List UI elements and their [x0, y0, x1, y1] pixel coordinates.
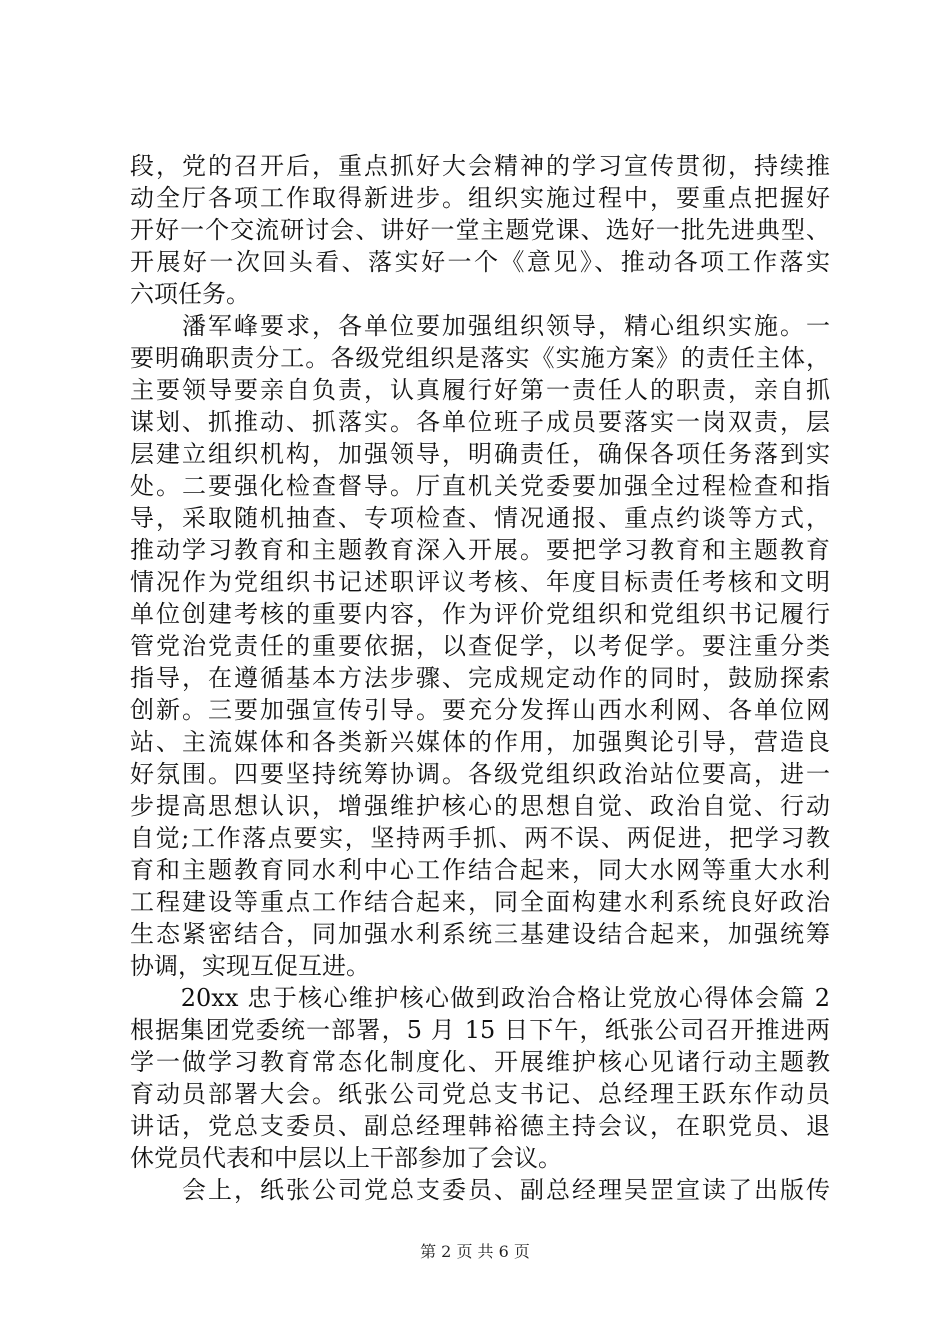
page-number-footer: 第 2 页 共 6 页	[420, 1242, 530, 1261]
text-line: 20xx 忠于核心维护核心做到政治合格让党放心得体会篇 2	[130, 984, 830, 1012]
text-line: 潘军峰要求，各单位要加强组织领导，精心组织实施。一	[130, 312, 830, 340]
text-line: 动全厅各项工作取得新进步。组织实施过程中，要重点把握好	[130, 184, 830, 212]
text-line: 情况作为党组织书记述职评议考核、年度目标责任考核和文明	[130, 568, 830, 596]
text-line: 会上，纸张公司党总支委员、副总经理吴罡宣读了出版传	[130, 1176, 830, 1204]
text-line: 学一做学习教育常态化制度化、开展维护核心见诸行动主题教	[130, 1048, 830, 1076]
text-line: 开好一个交流研讨会、讲好一堂主题党课、选好一批先进典型、	[130, 216, 830, 244]
text-line: 好氛围。四要坚持统筹协调。各级党组织政治站位要高，进一	[130, 760, 830, 788]
text-line: 工程建设等重点工作结合起来，同全面构建水利系统良好政治	[130, 888, 830, 916]
text-line: 育动员部署大会。纸张公司党总支书记、总经理王跃东作动员	[130, 1080, 830, 1108]
text-line: 要明确职责分工。各级党组织是落实《实施方案》的责任主体，	[130, 344, 830, 372]
text-line: 休党员代表和中层以上干部参加了会议。	[130, 1144, 562, 1172]
text-line: 单位创建考核的重要内容，作为评价党组织和党组织书记履行	[130, 600, 830, 628]
text-line: 协调，实现互促互进。	[130, 952, 370, 980]
text-line: 育和主题教育同水利中心工作结合起来，同大水网等重大水利	[130, 856, 830, 884]
text-line: 自觉;工作落点要实，坚持两手抓、两不误、两促进，把学习教	[130, 824, 830, 852]
text-line: 站、主流媒体和各类新兴媒体的作用，加强舆论引导，营造良	[130, 728, 830, 756]
text-line: 步提高思想认识，增强维护核心的思想自觉、政治自觉、行动	[130, 792, 830, 820]
text-line: 创新。三要加强宣传引导。要充分发挥山西水利网、各单位网	[130, 696, 830, 724]
text-line: 讲话，党总支委员、副总经理韩裕德主持会议，在职党员、退	[130, 1112, 830, 1140]
text-line: 根据集团党委统一部署，5 月 15 日下午，纸张公司召开推进两	[130, 1016, 830, 1044]
text-line: 层建立组织机构，加强领导，明确责任，确保各项任务落到实	[130, 440, 830, 468]
text-line: 开展好一次回头看、落实好一个《意见》、推动各项工作落实	[130, 248, 830, 276]
text-line: 主要领导要亲自负责，认真履行好第一责任人的职责，亲自抓	[130, 376, 830, 404]
text-line: 推动学习教育和主题教育深入开展。要把学习教育和主题教育	[130, 536, 830, 564]
text-line: 导，采取随机抽查、专项检查、情况通报、重点约谈等方式，	[130, 504, 830, 532]
text-line: 谋划、抓推动、抓落实。各单位班子成员要落实一岗双责，层	[130, 408, 830, 436]
text-line: 六项任务。	[130, 280, 250, 308]
text-line: 处。二要强化检查督导。厅直机关党委要加强全过程检查和指	[130, 472, 830, 500]
text-line: 指导，在遵循基本方法步骤、完成规定动作的同时，鼓励探索	[130, 664, 830, 692]
text-line: 生态紧密结合，同加强水利系统三基建设结合起来，加强统筹	[130, 920, 830, 948]
text-line: 管党治党责任的重要依据，以查促学，以考促学。要注重分类	[130, 632, 830, 660]
document-body	[130, 150, 830, 1206]
text-line: 段，党的召开后，重点抓好大会精神的学习宣传贯彻，持续推	[130, 152, 830, 180]
